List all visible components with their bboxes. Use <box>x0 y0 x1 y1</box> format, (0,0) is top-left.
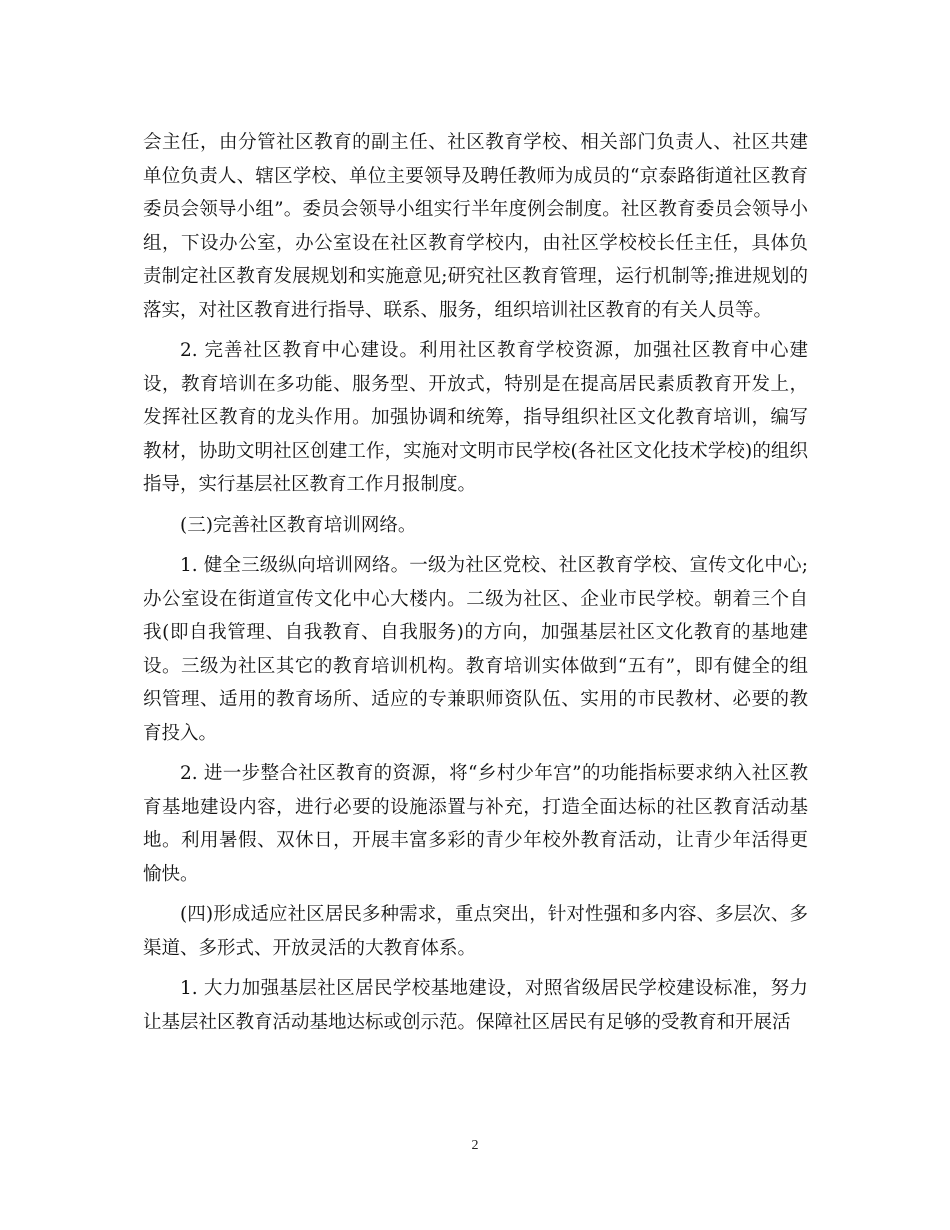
paragraph-5: 2. 进一步整合社区教育的资源，将“乡村少年宫”的功能指标要求纳入社区教育基地建设内容，进行必要的设施添置与补充，打造全面达标的社区教育活动基地。利用暑假、双休日，开展丰富多彩的青少年校外教育活动，让青少年活得更愉快。 <box>143 763 808 885</box>
body-text <box>143 126 808 1046</box>
paragraph-4: 1. 健全三级纵向培训网络。一级为社区党校、社区教育学校、宣传文化中心;办公室设在街道宣传文化中心大楼内。二级为社区、企业市民学校。朝着三个自我(即自我管理、自我教育、自我服务)的方向，加强基层社区文化教育的基地建设。三级为社区其它的教育培训机构。教育培训实体做到“五有”，即有健全的组织管理、适用的教育场所、适应的专兼职师资队伍、实用的市民教材、必要的教育投入。 <box>143 555 808 744</box>
paragraph-6: (四)形成适应社区居民多种需求，重点突出，针对性强和多内容、多层次、多渠道、多形式、开放灵活的大教育体系。 <box>143 904 808 959</box>
paragraph-1: 会主任，由分管社区教育的副主任、社区教育学校、相关部门负责人、社区共建单位负责人、辖区学校、单位主要领导及聘任教师为成员的“京泰路街道社区教育委员会领导小组”。委员会领导小组实行半年度例会制度。社区教育委员会领导小组，下设办公室，办公室设在社区教育学校内，由社区学校校长任主任，具体负责制定社区教育发展规划和实施意见;研究社区教育管理，运行机制等;推进规划的落实，对社区教育进行指导、联系、服务，组织培训社区教育的有关人员等。 <box>143 132 808 321</box>
paragraph-7: 1. 大力加强基层社区居民学校基地建设，对照省级居民学校建设标准，努力让基层社区教育活动基地达标或创示范。保障社区居民有足够的受教育和开展活 <box>143 978 808 1033</box>
page-number: 2 <box>471 1138 479 1153</box>
paragraph-2: 2. 完善社区教育中心建设。利用社区教育学校资源，加强社区教育中心建设，教育培训在多功能、服务型、开放式，特别是在提高居民素质教育开发上，发挥社区教育的龙头作用。加强协调和统筹，指导组织社区文化教育培训，编写教材，协助文明社区创建工作，实施对文明市民学校(各社区文化技术学校)的组织指导，实行基层社区教育工作月报制度。 <box>143 340 808 495</box>
paragraph-3: (三)完善社区教育培训网络。 <box>180 514 417 536</box>
